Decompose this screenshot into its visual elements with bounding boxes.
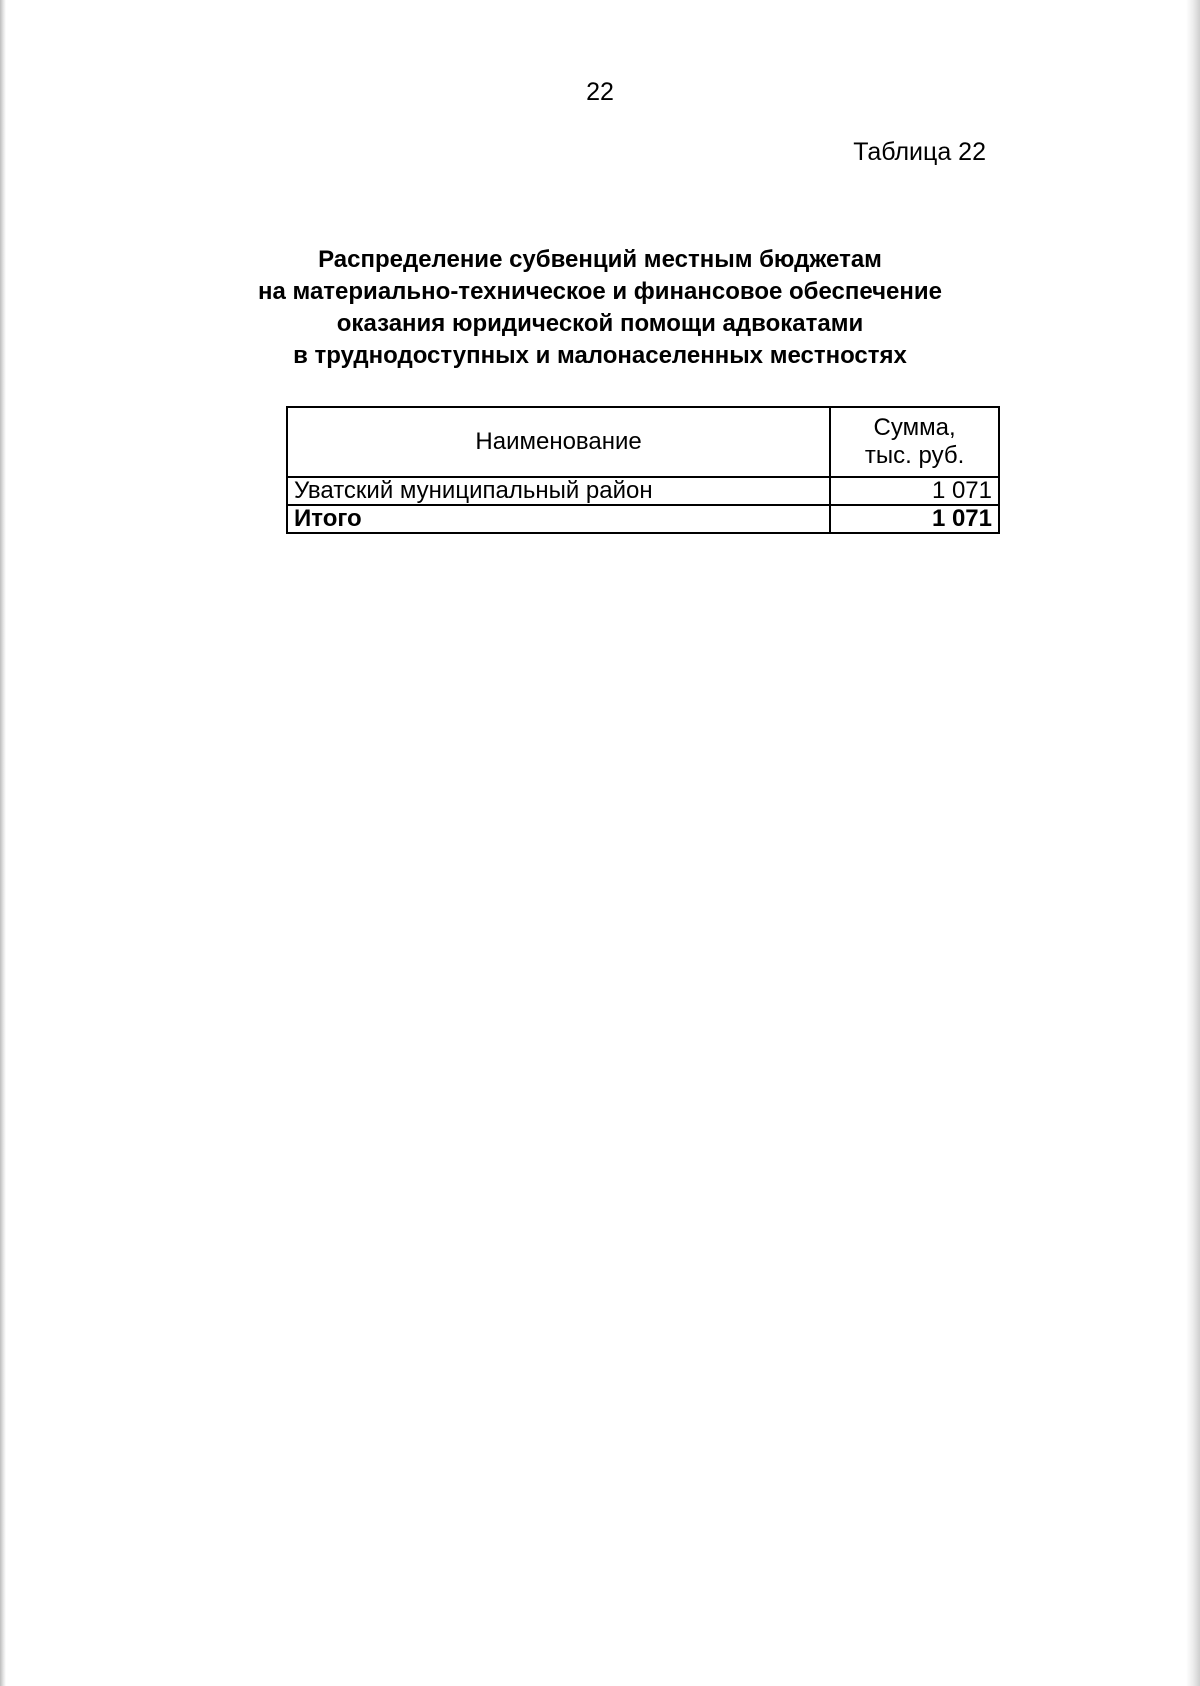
total-name: Итого: [287, 505, 830, 533]
title-line-4: в труднодоступных и малонаселенных местностях: [293, 342, 907, 369]
title-line-3: оказания юридической помощи адвокатами: [336, 310, 864, 337]
header-sum: [830, 407, 999, 477]
subvention-table: [286, 406, 1000, 534]
table-row: [287, 477, 999, 505]
table-label: Таблица 22: [853, 138, 986, 166]
header-name: Наименование: [287, 407, 830, 477]
total-row: [287, 505, 999, 533]
table-header-row: [287, 407, 999, 477]
row-sum: 1 071: [830, 477, 999, 505]
title-line-1: Распределение субвенций местным бюджетам: [318, 246, 882, 273]
header-sum-line-2: тыс. руб.: [864, 442, 965, 469]
row-name: Уватский муниципальный район: [287, 477, 830, 505]
header-sum-line-1: Сумма,: [873, 414, 956, 441]
page-number: 22: [586, 78, 614, 106]
title-line-2: на материально-техническое и финансовое обеспечение: [258, 278, 942, 305]
document-title: [0, 244, 1200, 372]
total-sum: 1 071: [830, 505, 999, 533]
